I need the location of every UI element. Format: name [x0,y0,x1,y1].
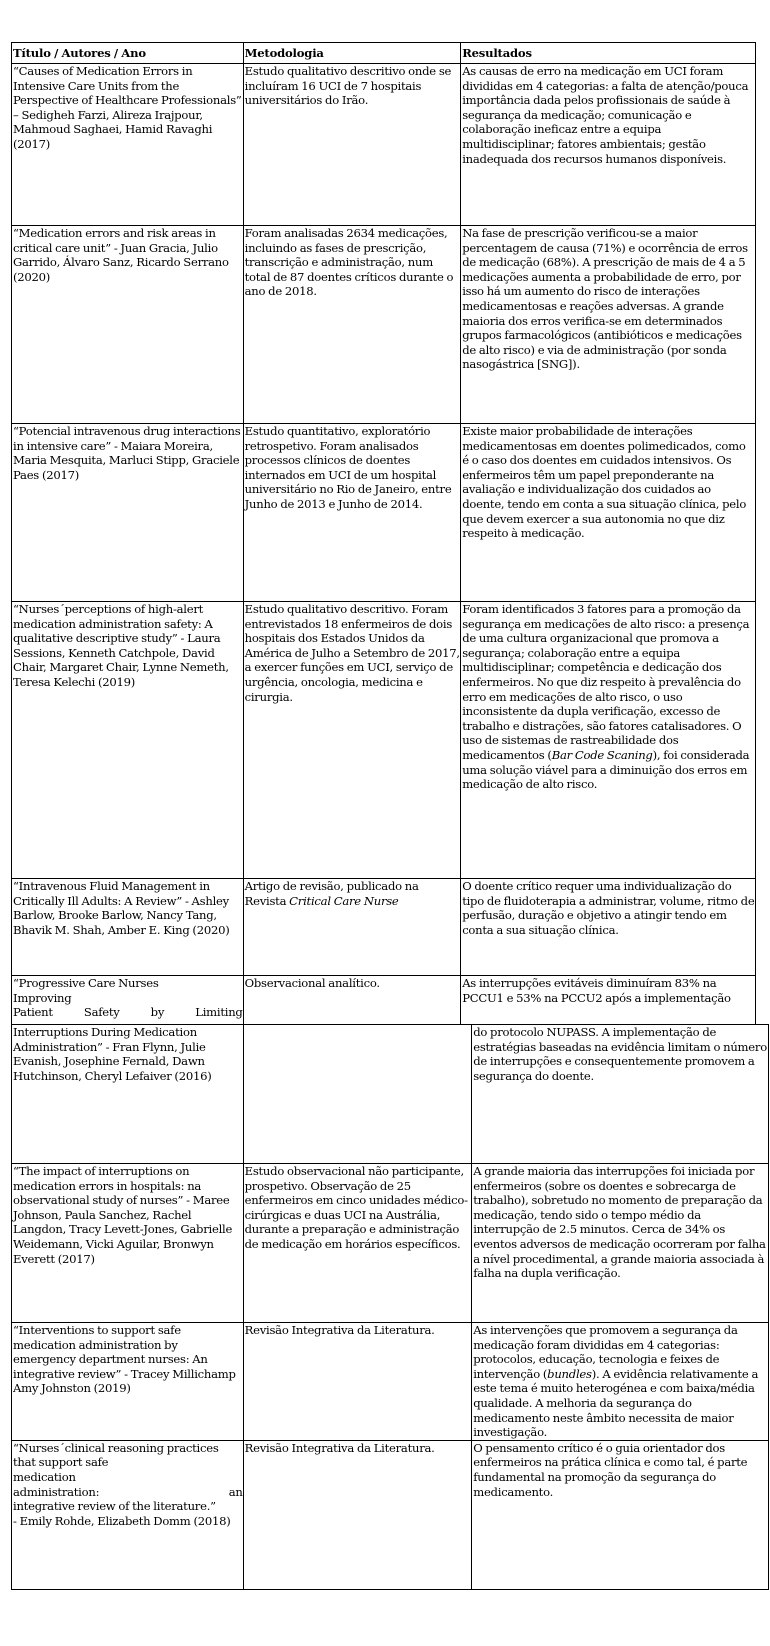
table-row [12,424,756,602]
title-line: “Progressive Care Nurses [13,976,159,990]
results-text: ), foi considerada uma solução viável para a diminuição dos erros em medicação de alto risco. [462,747,750,792]
cell-results: A grande maioria das interrupções foi iniciada por enfermeiros (sobre os doentes e sobrecarga de trabalho), sobretudo no momento de preparação da medicação, tendo sido o tempo médio da interrupção de 2.5 minutos. Cerca de 34% os eventos adversos de medicação ocorreram por falha a nível procedimental, a grande maioria associada à falha na dupla verificação. [472,1164,769,1323]
cell-results: As interrupções evitáveis diminuíram 83% na PCCU1 e 53% na PCCU2 após a implementação [461,976,756,1025]
table-row [12,1323,769,1441]
title-line: administration: an [13,1484,243,1499]
cell-results: do protocolo NUPASS. A implementação de estratégias baseadas na evidência limitam o número de interrupções e consequentemente promovem a segurança do doente. [472,1025,769,1164]
title-line: Patient Safety by Limiting [13,1005,243,1020]
cell-results: Na fase de prescrição verificou-se a maior percentagem de causa (71%) e ocorrência de erros de medicação (68%). A prescrição de mais de 4 a 5 medicações aumenta a probabilidade de erro, por isso há um aumento do risco de interações medicamentosas e reações adversas. A grande maioria dos erros verifica-se em determinados grupos farmacológicos (antibióticos e medicações de alto risco) e via de administração (por sonda nasogástrica [SNG]). [461,226,756,424]
cell-title: “Intravenous Fluid Management in Critically Ill Adults: A Review” - Ashley Barlow, Brooke Barlow, Nancy Tang, Bhavik M. Shah, Amber E. King (2020) [12,879,244,976]
table-row [12,879,756,976]
header-results: Resultados [461,43,756,64]
cell-method: Estudo observacional não participante, prospetivo. Observação de 25 enfermeiros em cinco unidades médico- cirúrgicas e duas UCI na Austrália, durante a preparação e administração de medicação em horários específicos. [243,1164,472,1323]
cell-title: “Nurses´perceptions of high-alert medication administration safety: A qualitative descriptive study” - Laura Sessions, Kenneth Catchpole, David Chair, Margaret Chair, Lynne Nemeth, Teresa Kelechi (2019) [12,602,244,879]
cell-title: Interruptions During Medication Administration” - Fran Flynn, Julie Evanish, Josephine Fernald, Dawn Hutchinson, Cheryl Lefaiver (2016) [12,1025,244,1164]
results-italic-term: bundles [547,1366,592,1381]
review-table [11,42,756,1025]
cell-title: “Medication errors and risk areas in critical care unit” - Juan Gracia, Julio Garrido, Álvaro Sanz, Ricardo Serrano (2020) [12,226,244,424]
results-italic-term: Bar Code Scaning [551,747,653,762]
table-row [12,226,756,424]
table-row [12,1164,769,1323]
title-line: integrative review of the literature.” [13,1499,216,1514]
cell-method: Revisão Integrativa da Literatura. [243,1440,472,1589]
cell-results: Existe maior probabilidade de interações medicamentosas em doentes polimedicados, como é o caso dos doentes em cuidados intensivos. Os enfermeiros têm um papel preponderante na avaliação e individualização dos cuidados ao doente, tendo em conta a sua situação clínica, pelo que devem exercer a sua autonomia no que diz respeito à medicação. [461,424,756,602]
header-methodology: Metodologia [243,43,461,64]
cell-method: Observacional analítico. [243,976,461,1025]
journal-name: Critical Care Nurse [289,893,399,908]
table-row [12,602,756,879]
review-table-continued [11,1024,769,1590]
title-line: medication [13,1469,76,1484]
title-line: “Nurses´clinical reasoning practices that support safe [13,1440,219,1470]
cell-results: As causas de erro na medicação em UCI foram divididas em 4 categorias: a falta de atenção/pouca importância dada pelos profissionais de saúde à segurança da medicação; comunicação e colaboração ineficaz entre a equipa multidisciplinar; fatores ambientais; gestão inadequada dos recursos humanos disponíveis. [461,64,756,226]
title-line: Improving [13,990,72,1005]
table-row-split-bottom [12,1025,769,1164]
results-text: As intervenções que promovem a segurança da medicação foram divididas em 4 categorias: protocolos, educação, tecnologia e feixes de intervenção ( [473,1323,738,1381]
table-row [12,64,756,226]
table-row [12,1440,769,1589]
results-text: Foram identificados 3 fatores para a promoção da segurança em medicações de alto risco: a presença de uma cultura organizacional que promova a segurança; colaboração entre a equipa multidisciplinar; competência e dedicação dos enfermeiros. No que diz respeito à prevalência do erro em medicações de alto risco, o uso inconsistente da dupla verificação, excesso de trabalho e distrações, são fatores catalisadores. O uso de sistemas de rastreabilidade dos medicamentos ( [462,602,750,762]
cell-method: Estudo qualitativo descritivo. Foram entrevistados 18 enfermeiros de dois hospitais dos Estados Unidos da América de Julho a Setembro de 2017, a exercer funções em UCI, serviço de urgência, oncologia, medicina e cirurgia. [243,602,461,879]
cell-results: O doente crítico requer uma individualização do tipo de fluidoterapia a administrar, volume, ritmo de perfusão, duração e objetivo a atingir tendo em conta a sua situação clínica. [461,879,756,976]
cell-title: “Interventions to support safe medication administration by emergency department nurses: An integrative review” - Tracey Millichamp Amy Johnston (2019) [12,1323,244,1441]
cell-method: Estudo quantitativo, exploratório retrospetivo. Foram analisados processos clínicos de doentes internados em UCI de um hospital universitário no Rio de Janeiro, entre Junho de 2013 e Junho de 2014. [243,424,461,602]
cell-method: Estudo qualitativo descritivo onde se incluíram 16 UCI de 7 hospitais universitários do Irão. [243,64,461,226]
cell-results [461,602,756,879]
cell-method [243,879,461,976]
cell-method-empty [243,1025,472,1164]
results-text: ). A evidência relativamente a este tema é muito heterogénea e com baixa/média qualidade. A melhoria da segurança do medicamento neste âmbito necessita de maior investigação. [473,1366,759,1440]
cell-title: “Causes of Medication Errors in Intensive Care Units from the Perspective of Healthcare Professionals” – Sedigheh Farzi, Alireza Irajpour, Mahmoud Saghaei, Hamid Ravaghi (2017) [12,64,244,226]
cell-title [12,1440,244,1589]
cell-method: Revisão Integrativa da Literatura. [243,1323,472,1441]
table-header-row [12,43,756,64]
cell-method: Foram analisadas 2634 medicações, incluindo as fases de prescrição, transcrição e administração, num total de 87 doentes críticos durante o ano de 2018. [243,226,461,424]
method-text: Artigo de revisão, publicado na Revista [244,879,419,908]
table-row-split-top [12,976,756,1025]
header-title-authors-year: Título / Autores / Ano [12,43,244,64]
cell-results [472,1323,769,1441]
cell-title [12,976,244,1025]
title-line: - Emily Rohde, Elizabeth Domm (2018) [13,1513,231,1528]
cell-title: “Potencial intravenous drug interactions in intensive care” - Maiara Moreira, Maria Mesquita, Marluci Stipp, Graciele Paes (2017) [12,424,244,602]
cell-title: “The impact of interruptions on medication errors in hospitals: na observational study of nurses” - Maree Johnson, Paula Sanchez, Rachel Langdon, Tracy Levett-Jones, Gabrielle Weidemann, Vicki Aguilar, Bronwyn Everett (2017) [12,1164,244,1323]
cell-results: O pensamento crítico é o guia orientador dos enfermeiros na prática clínica e como tal, é parte fundamental na promoção da segurança do medicamento. [472,1440,769,1589]
